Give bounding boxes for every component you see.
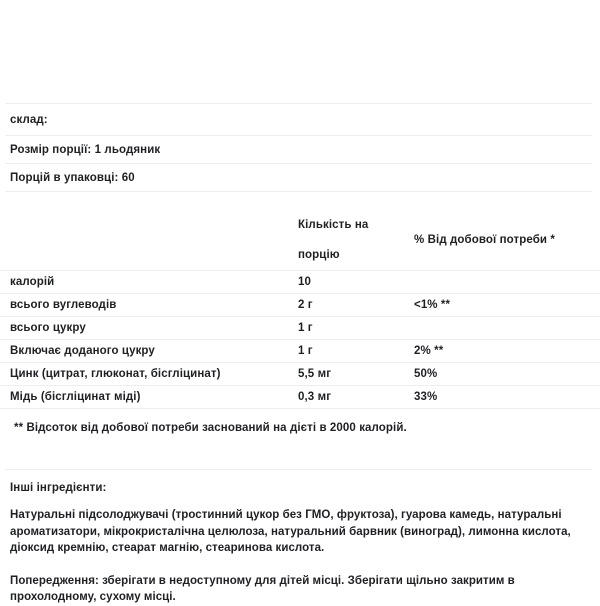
other-ingredients-text: Натуральні підсолоджувачі (тростинний цукор без ГМО, фруктоза), гуарова камедь, натуральні ароматизатори, мікрокристалічна целюлоза, натуральний барвник (виноград), лимонна кислота, діоксид кремнію, стеарат магнію, стеаринова кислота. <box>10 509 571 554</box>
table-header-row <box>0 206 600 271</box>
nutrient-amount: 1 г <box>288 340 404 363</box>
spacer-cell-3 <box>404 192 600 206</box>
nutrient-name: всього цукру <box>0 317 288 340</box>
top-spacer <box>0 0 600 103</box>
nutrient-name: Мідь (бісгліцинат міді) <box>0 386 288 409</box>
nutrient-name: калорій <box>0 271 288 294</box>
nutrition-facts-table <box>0 192 600 409</box>
warning-text: Попередження: зберігати в недоступному для дітей місці. Зберігати щільно закритим в прохолодному, сухому місці. <box>10 574 515 603</box>
nutrient-amount: 5,5 мг <box>288 363 404 386</box>
nutrient-amount: 0,3 мг <box>288 386 404 409</box>
spacer-cell-1 <box>0 192 288 206</box>
table-body <box>0 271 600 409</box>
servings-per-container-text: Порцій в упаковці: 60 <box>10 172 135 184</box>
table-header <box>0 192 600 271</box>
table-header-spacer <box>0 192 600 206</box>
table-row <box>0 340 600 363</box>
nutrient-daily-value: 50% <box>404 363 600 386</box>
table-row <box>0 294 600 317</box>
nutrient-daily-value <box>404 317 600 340</box>
nutrient-name: Цинк (цитрат, глюконат, бісгліцинат) <box>0 363 288 386</box>
nutrient-name: всього вуглеводів <box>0 294 288 317</box>
table-row <box>0 363 600 386</box>
column-header-nutrient <box>0 206 288 271</box>
column-header-amount-per-serving: Кількість на порцію <box>288 206 404 271</box>
nutrient-amount: 1 г <box>288 317 404 340</box>
nutrient-amount: 10 <box>288 271 404 294</box>
nutrient-daily-value: <1% ** <box>404 294 600 317</box>
table-row <box>0 386 600 409</box>
table-row <box>0 271 600 294</box>
serving-size-text: Розмір порції: 1 льодяник <box>10 144 161 156</box>
nutrient-daily-value <box>404 271 600 294</box>
nutrient-amount: 2 г <box>288 294 404 317</box>
nutrient-daily-value: 33% <box>404 386 600 409</box>
daily-value-footnote: ** Відсоток від добової потреби заснований на дієті в 2000 калорій. <box>14 422 407 434</box>
column-header-daily-value: % Від добової потреби * <box>404 206 600 271</box>
nutrient-name: Включає доданого цукру <box>0 340 288 363</box>
spacer-cell-2 <box>288 192 404 206</box>
page-title: склад: <box>10 114 48 126</box>
footnote-gap <box>0 446 600 469</box>
other-ingredients-label: Інші інгредієнти: <box>10 482 107 494</box>
nutrient-daily-value: 2% ** <box>404 340 600 363</box>
table-row <box>0 317 600 340</box>
